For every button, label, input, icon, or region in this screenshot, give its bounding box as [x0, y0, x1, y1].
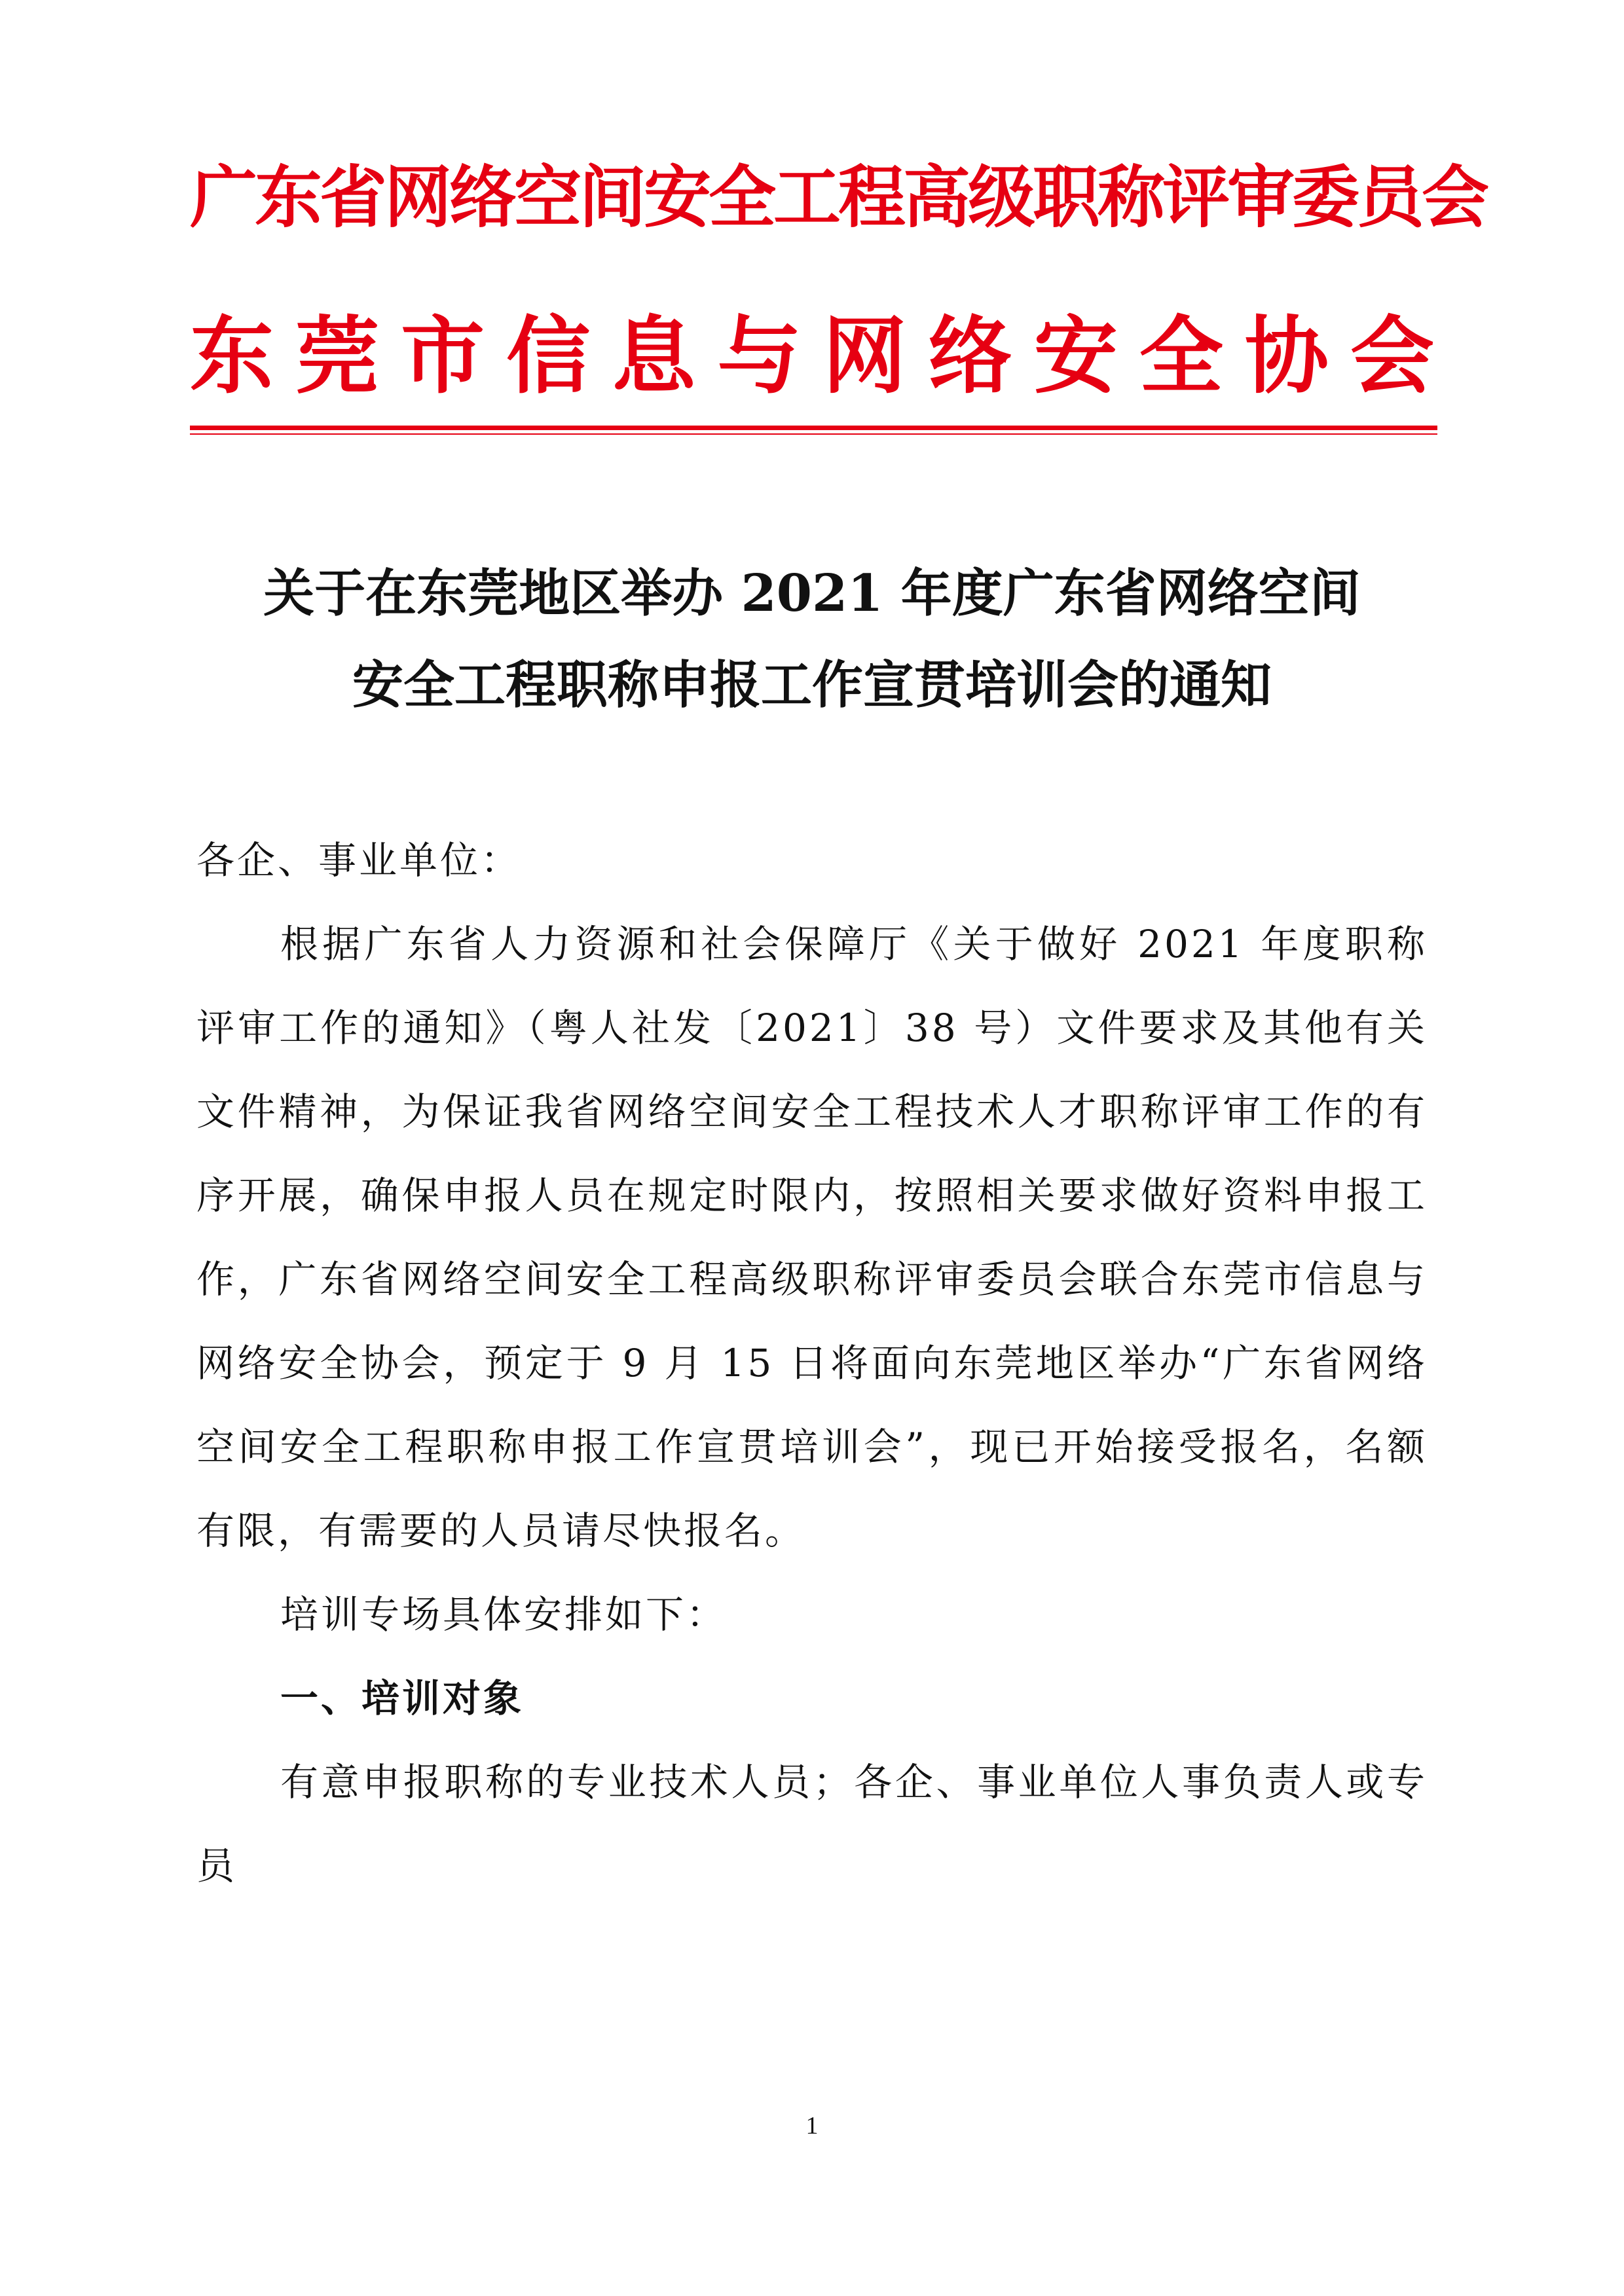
main-paragraph: 根据广东省人力资源和社会保障厅《关于做好 2021 年度职称评审工作的通知》（粤人社发〔2021〕38 号）文件要求及其他有关文件精神，为保证我省网络空间安全工程技术人才职称评审工作的有序开展，确保申报人员在规定时限内，按照相关要求做好资料申报工作，广东省网络空间安全工程高级职称评审委员会联合东莞市信息与网络安全协会，预定于 9 月 15 日将面向东莞地区举办“广东省网络空间安全工程职称申报工作宣贯培训会”，现已开始接受报名，名额有限，有需要的人员请尽快报名。 — [196, 922, 1428, 1553]
section-heading-training-target: 一、培训对象 — [280, 1676, 525, 1721]
document-title-line-2: 安全工程职称申报工作宣贯培训会的通知 — [352, 655, 1272, 715]
letterhead-red-rule-thin — [190, 433, 1437, 435]
page-number: 1 — [805, 2112, 819, 2140]
arrangement-intro: 培训专场具体安排如下： — [280, 1592, 728, 1637]
section-text-training-target: 有意申报职称的专业技术人员；各企、事业单位人事负责人或专员 — [196, 1760, 1428, 1888]
letterhead-red-rule — [190, 426, 1437, 430]
letterhead-org-1: 广东省网络空间安全工程高级职称评审委员会 — [190, 158, 1486, 237]
salutation: 各企、事业单位： — [196, 838, 522, 883]
document-title-line-1: 关于在东莞地区举办 2021 年度广东省网络空间 — [263, 564, 1361, 623]
letterhead-org-2: 东莞市信息与网络安全协会 — [190, 307, 1434, 405]
